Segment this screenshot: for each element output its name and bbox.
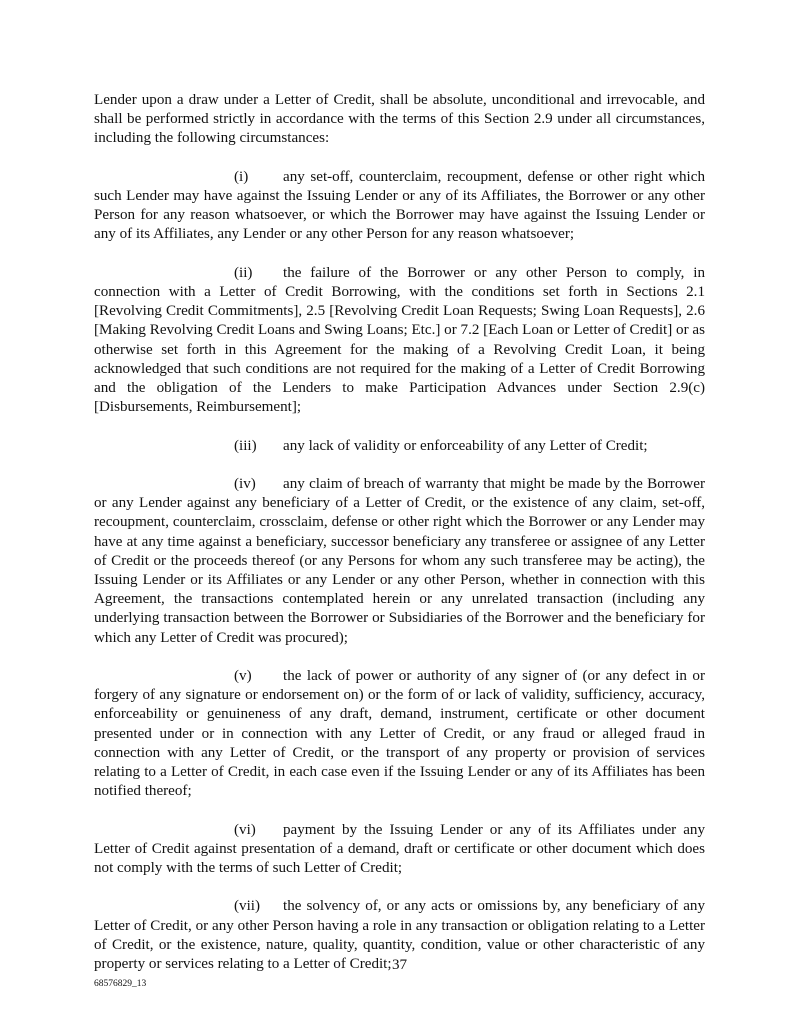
clause-i xyxy=(94,168,705,245)
clause-text: the failure of the Borrower or any other Person to comply, in connection with a Letter of Credit Borrowing, with the conditions set forth in Sections 2.1 [Revolving Credit Commitments], 2.5 [Revolving Credit Loan Requests; Swing Loan Requests], 2.6 [Making Revolving Credit Loans and Swing Loans; Etc.] or 7.2 [Each Loan or Letter of Credit] or as otherwise set forth in this Agreement for the making of a Revolving Credit Loan, it being acknowledged that such conditions are not required for the making of a Letter of Credit Borrowing and the obligation of the Lenders to make Participation Advances under Section 2.9(c) [Disbursements, Reimbursement]; xyxy=(94,264,705,416)
clause-label: (i) xyxy=(234,168,249,185)
clause-vi xyxy=(94,821,705,879)
intro-paragraph: Lender upon a draw under a Letter of Credit, shall be absolute, unconditional and irrevocable, and shall be performed strictly in accordance with the terms of this Section 2.9 under all circumstances, including the following circumstances: xyxy=(94,92,705,147)
clause-label: (iii) xyxy=(234,437,257,454)
document-id: 68576829_13 xyxy=(94,979,147,989)
clause-iii xyxy=(94,437,705,456)
page-number: 37 xyxy=(391,957,408,973)
clause-label: (iv) xyxy=(234,476,256,492)
clause-text: payment by the Issuing Lender or any of its Affiliates under any Letter of Credit against presentation of a demand, draft or certificate or other document which does not comply with the terms of such Letter of Credit; xyxy=(94,821,705,877)
clause-iv xyxy=(94,475,705,648)
clause-text: any set-off, counterclaim, recoupment, defense or other right which such Lender may have against the Issuing Lender or any of its Affiliates, the Borrower or any other Person for any reason whatsoever, or which the Borrower may have against the Issuing Lender or any of its Affiliates, any Lender or any other Person for any reason whatsoever; xyxy=(94,168,705,243)
clause-text: the solvency of, or any acts or omissions by, any beneficiary of any Letter of Credit, or any other Person having a role in any transaction or obligation relating to a Letter of Credit, or the existence, nature, quality, quantity, condition, value or other characteristic of any property or services relating to a Letter of Credit; xyxy=(94,898,705,973)
clause-v xyxy=(94,667,705,801)
clause-label: (v) xyxy=(234,668,252,685)
clause-label: (vi) xyxy=(234,821,256,838)
clause-text: the lack of power or authority of any signer of (or any defect in or forgery of any signature or endorsement on) or the form of or lack of validity, sufficiency, accuracy, enforceability or genuineness of any draft, demand, instrument, certificate or other document presented under or in connection with any Letter of Credit, or any fraud or alleged fraud in connection with any Letter of Credit, or the transport of any property or provision of services relating to a Letter of Credit, in each case even if the Issuing Lender or any of its Affiliates has been notified thereof; xyxy=(94,668,705,800)
clause-label: (ii) xyxy=(234,264,253,281)
clause-ii xyxy=(94,264,705,418)
clause-label: (vii) xyxy=(234,898,260,915)
clause-text: any lack of validity or enforceability of any Letter of Credit; xyxy=(283,437,648,454)
document-body xyxy=(94,91,705,993)
clause-text: any claim of breach of warranty that might be made by the Borrower or any Lender against any beneficiary of a Letter of Credit, or the existence of any claim, set-off, recoupment, counterclaim, crossclaim, defense or other right which the Borrower or any Lender may have at any time against a beneficiary, successor beneficiary any transferee or assignee of any Letter of Credit or the proceeds thereof (or any Persons for whom any such transferee may be acting), the Issuing Lender or its Affiliates or any Lender or any other Person, whether in connection with this Agreement, the transactions contemplated herein or any unrelated transaction (including any underlying transaction between the Borrower or Subsidiaries of the Borrower and the beneficiary for which any Letter of Credit was procured); xyxy=(94,476,705,646)
